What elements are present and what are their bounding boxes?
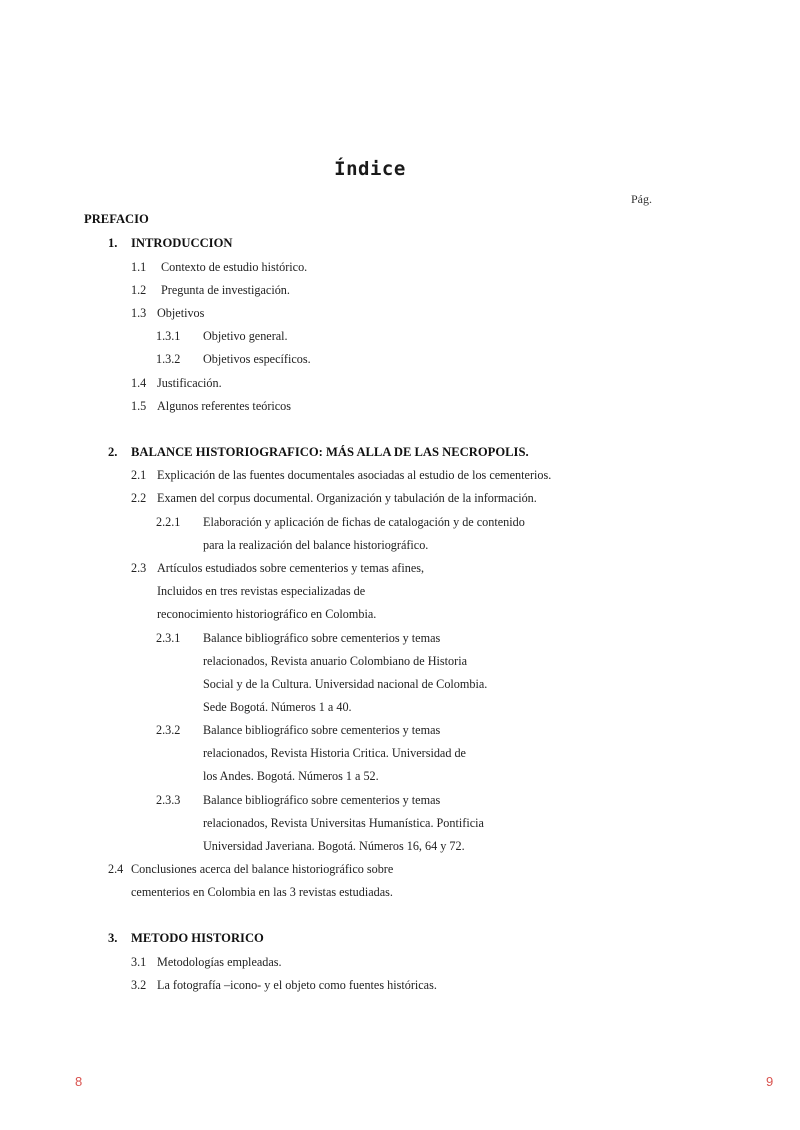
toc-item-number: 2.3.2: [156, 723, 181, 737]
toc-item-text-continuation: cementerios en Colombia en las 3 revistas estudiadas.: [131, 885, 393, 899]
toc-item-number: 1.3: [131, 306, 147, 320]
left-page-number: 8: [75, 1074, 83, 1089]
toc-item-text: La fotografía –icono- y el objeto como fuentes históricas.: [157, 978, 437, 992]
toc-item-text: Balance bibliográfico sobre cementerios y temas: [203, 723, 441, 737]
toc-item-number: 1.1: [131, 260, 147, 274]
toc-item-number: 1.4: [131, 376, 147, 390]
toc-item-text-continuation: Incluidos en tres revistas especializadas de: [157, 584, 366, 598]
toc-item-text-continuation: relacionados, Revista Universitas Humanística. Pontificia: [203, 816, 484, 830]
toc-item-number: 2.4: [108, 862, 124, 876]
toc-section-2-title: BALANCE HISTORIOGRAFICO: MÁS ALLA DE LAS NECROPOLIS.: [131, 445, 529, 459]
toc-item-text-continuation: Sede Bogotá. Números 1 a 40.: [203, 700, 352, 714]
toc-item-number: 1.2: [131, 283, 147, 297]
toc-item-number: 2.2: [131, 491, 147, 505]
toc-item-text: Objetivos específicos.: [203, 352, 311, 366]
toc-section-2-number: 2.: [108, 445, 118, 459]
toc-item-text: Contexto de estudio histórico.: [161, 260, 308, 274]
toc-item-text: Artículos estudiados sobre cementerios y temas afines,: [157, 561, 425, 575]
toc-item-text: Explicación de las fuentes documentales asociadas al estudio de los cementerios.: [157, 468, 552, 482]
toc-item-text: Balance bibliográfico sobre cementerios y temas: [203, 631, 441, 645]
toc-item-text-continuation: para la realización del balance historiográfico.: [203, 538, 429, 552]
toc-item-text-continuation: reconocimiento historiográfico en Colombia.: [157, 607, 377, 621]
toc-item-text: Objetivo general.: [203, 329, 288, 343]
page-column-label: Pág.: [631, 192, 652, 206]
toc-preface: PREFACIO: [84, 212, 149, 226]
toc-item-number: 2.3.3: [156, 793, 181, 807]
right-page-number: 9: [766, 1074, 774, 1089]
toc-item-number: 3.2: [131, 978, 147, 992]
toc-section-3-title: METODO HISTORICO: [131, 931, 264, 945]
toc-item-text: Metodologías empleadas.: [157, 955, 282, 969]
toc-item-text: Elaboración y aplicación de fichas de catalogación y de contenido: [203, 515, 525, 529]
toc-item-text-continuation: los Andes. Bogotá. Números 1 a 52.: [203, 769, 379, 783]
toc-item-number: 1.3.2: [156, 352, 181, 366]
toc-item-text-continuation: relacionados, Revista Historia Critica. Universidad de: [203, 746, 466, 760]
toc-item-text: Examen del corpus documental. Organización y tabulación de la información.: [157, 491, 537, 505]
toc-item-number: 1.5: [131, 399, 147, 413]
toc-item-number: 2.2.1: [156, 515, 181, 529]
toc-item-text-continuation: Social y de la Cultura. Universidad nacional de Colombia.: [203, 677, 488, 691]
toc-item-text: Algunos referentes teóricos: [157, 399, 292, 413]
toc-item-text: Objetivos: [157, 306, 205, 320]
toc-section-1-title: INTRODUCCION: [131, 236, 233, 250]
toc-item-text: Justificación.: [157, 376, 222, 390]
toc-item-text: Pregunta de investigación.: [161, 283, 290, 297]
toc-item-text-continuation: Universidad Javeriana. Bogotá. Números 16, 64 y 72.: [203, 839, 465, 853]
toc-item-text: Conclusiones acerca del balance historiográfico sobre: [131, 862, 394, 876]
toc-item-text-continuation: relacionados, Revista anuario Colombiano de Historia: [203, 654, 467, 668]
toc-item-number: 2.1: [131, 468, 147, 482]
page-title: Índice: [334, 158, 406, 180]
toc-item-number: 2.3: [131, 561, 147, 575]
toc-section-3-number: 3.: [108, 931, 118, 945]
toc-section-1-number: 1.: [108, 236, 118, 250]
toc-item-text: Balance bibliográfico sobre cementerios y temas: [203, 793, 441, 807]
toc-item-number: 1.3.1: [156, 329, 181, 343]
toc-item-number: 2.3.1: [156, 631, 181, 645]
toc-item-number: 3.1: [131, 955, 147, 969]
